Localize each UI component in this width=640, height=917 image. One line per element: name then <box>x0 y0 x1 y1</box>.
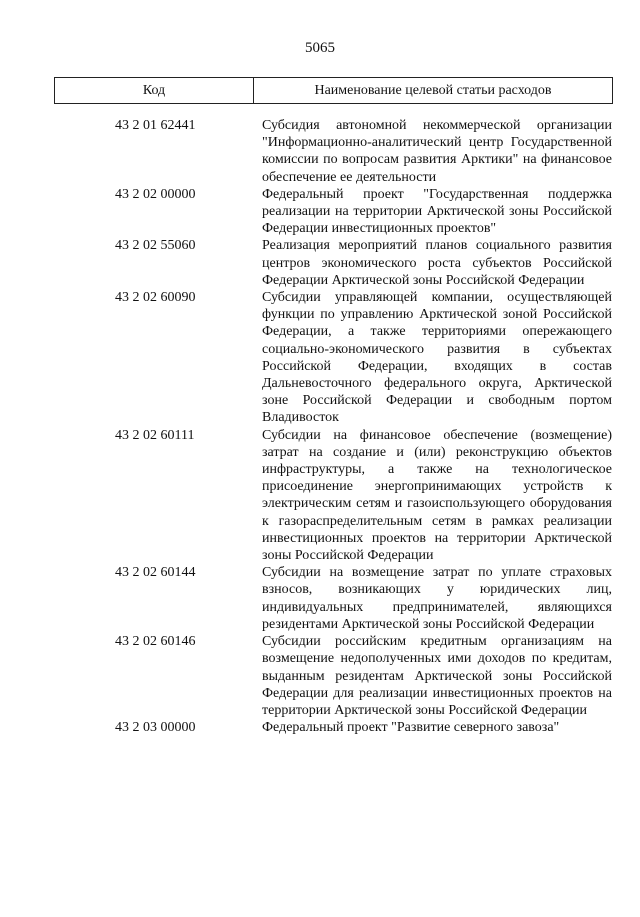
page-number: 5065 <box>305 40 335 56</box>
row-code: 43 2 02 55060 <box>115 238 196 254</box>
table-row <box>54 186 613 238</box>
row-name: Федеральный проект "Развитие северного завоза" <box>262 720 560 736</box>
table-row <box>54 237 613 289</box>
table-body <box>54 117 613 736</box>
row-code: 43 2 02 60146 <box>115 634 196 650</box>
row-name: Субсидии управляющей компании, осуществляющей функции по управлению Арктической зоной Российской Федерации, а также территориями опережающего социально-экономического развития в субъектах Российской Федерации, входящих в состав Дальневосточного федерального округа, Арктической зоне Российской Федерации и свободным портом Владивосток <box>262 290 612 426</box>
table-row <box>54 289 613 427</box>
table-row <box>54 719 613 736</box>
row-code: 43 2 03 00000 <box>115 720 196 736</box>
table-header <box>54 77 613 104</box>
header-code: Код <box>55 78 254 103</box>
header-name: Наименование целевой статьи расходов <box>314 82 552 98</box>
row-code: 43 2 02 60111 <box>115 427 195 443</box>
table-row <box>54 633 613 719</box>
row-code: 43 2 02 60144 <box>115 565 196 581</box>
row-name: Субсидии российским кредитным организациям на возмещение недополученных ими доходов по кредитам, выданным резидентам Арктической зоны Российской Федерации для реализации инвестиционных проектов на территории Арктической зоны Российской Федерации <box>262 634 612 718</box>
table-row <box>54 427 613 565</box>
row-code: 43 2 01 62441 <box>115 118 196 133</box>
row-code: 43 2 02 60090 <box>115 290 196 306</box>
row-name: Федеральный проект "Государственная поддержка реализации на территории Арктической зоны Российской Федерации инвестиционных проектов" <box>262 186 612 237</box>
row-name: Реализация мероприятий планов социального развития центров экономического роста субъектов Российской Федерации Арктической зоны Российской Федерации <box>262 238 612 288</box>
row-name: Субсидии на возмещение затрат по уплате страховых взносов, возникающих у юридических лиц, индивидуальных предпринимателей, являющихся резидентами Арктической зоны Российской Федерации <box>262 565 612 632</box>
table-row <box>54 564 613 633</box>
table-row <box>54 117 613 186</box>
row-name: Субсидия автономной некоммерческой организации "Информационно-аналитический центр Государственной комиссии по вопросам развития Арктики" на финансовое обеспечение ее деятельности <box>262 118 612 185</box>
row-code: 43 2 02 00000 <box>115 186 196 202</box>
row-name: Субсидии на финансовое обеспечение (возмещение) затрат на создание и (или) реконструкцию объектов инфраструктуры, а также на технологическое присоединение энергопринимающих устройств к электрическим сетям и газоиспользующего оборудования к газораспределительным сетям в рамках реализации инвестиционных проектов на территории Арктической зоны Российской Федерации <box>262 427 612 564</box>
